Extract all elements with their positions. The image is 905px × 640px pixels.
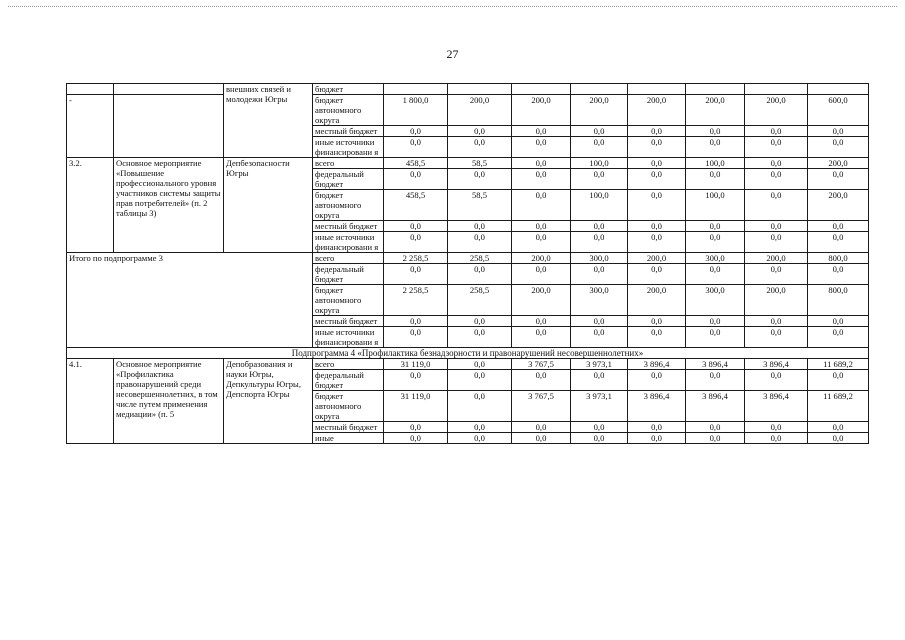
value-cell: 1 800,0 <box>384 95 448 126</box>
funding-source-cell: местный бюджет <box>313 126 384 137</box>
value-cell: 11 689,2 <box>808 391 869 422</box>
value-cell: 0,0 <box>384 316 448 327</box>
value-cell: 200,0 <box>686 95 745 126</box>
value-cell: 0,0 <box>628 433 686 444</box>
value-cell: 0,0 <box>512 221 571 232</box>
value-cell <box>808 84 869 95</box>
table-row <box>67 359 869 370</box>
value-cell: 200,0 <box>628 95 686 126</box>
value-cell: 0,0 <box>448 391 512 422</box>
value-cell: 0,0 <box>628 221 686 232</box>
value-cell: 0,0 <box>808 316 869 327</box>
value-cell <box>686 84 745 95</box>
value-cell: 3 767,5 <box>512 359 571 370</box>
value-cell: 300,0 <box>686 285 745 316</box>
value-cell: 0,0 <box>512 190 571 221</box>
value-cell: 200,0 <box>512 285 571 316</box>
value-cell: 11 689,2 <box>808 359 869 370</box>
value-cell <box>384 84 448 95</box>
financing-table <box>66 83 869 444</box>
value-cell: 3 896,4 <box>745 359 808 370</box>
value-cell: 0,0 <box>628 316 686 327</box>
value-cell: 0,0 <box>628 232 686 253</box>
value-cell: 100,0 <box>571 158 628 169</box>
value-cell: 0,0 <box>628 422 686 433</box>
value-cell: 0,0 <box>686 232 745 253</box>
value-cell: 0,0 <box>808 126 869 137</box>
value-cell: 3 896,4 <box>745 391 808 422</box>
value-cell: 0,0 <box>512 264 571 285</box>
funding-source-cell: федеральный бюджет <box>313 169 384 190</box>
value-cell: 300,0 <box>571 253 628 264</box>
table-row <box>67 253 869 264</box>
value-cell: 0,0 <box>448 232 512 253</box>
value-cell: 600,0 <box>808 95 869 126</box>
funding-source-cell: местный бюджет <box>313 221 384 232</box>
subtotal-label: Итого по подпрограмме 3 <box>67 253 313 348</box>
funding-source-cell: всего <box>313 359 384 370</box>
value-cell: 0,0 <box>448 359 512 370</box>
value-cell: 0,0 <box>448 316 512 327</box>
value-cell <box>745 84 808 95</box>
value-cell: 200,0 <box>571 95 628 126</box>
value-cell: 31 119,0 <box>384 359 448 370</box>
value-cell: 0,0 <box>808 327 869 348</box>
value-cell: 0,0 <box>512 433 571 444</box>
value-cell: 0,0 <box>628 190 686 221</box>
value-cell: 0,0 <box>571 433 628 444</box>
value-cell: 0,0 <box>686 126 745 137</box>
value-cell: 200,0 <box>745 253 808 264</box>
value-cell: 458,5 <box>384 190 448 221</box>
value-cell: 0,0 <box>686 433 745 444</box>
value-cell: 0,0 <box>745 158 808 169</box>
value-cell: 0,0 <box>628 327 686 348</box>
value-cell: 0,0 <box>571 316 628 327</box>
value-cell: 0,0 <box>571 221 628 232</box>
value-cell: 0,0 <box>448 433 512 444</box>
value-cell: 0,0 <box>686 316 745 327</box>
value-cell: 0,0 <box>512 169 571 190</box>
value-cell: 0,0 <box>512 327 571 348</box>
value-cell: 0,0 <box>512 422 571 433</box>
value-cell: 0,0 <box>686 327 745 348</box>
value-cell: 0,0 <box>384 126 448 137</box>
value-cell: 0,0 <box>384 137 448 158</box>
funding-source-cell: всего <box>313 253 384 264</box>
value-cell: 100,0 <box>686 190 745 221</box>
responsible-cell: Депобразования и науки Югры, Депкультуры Югры, Депспорта Югры <box>224 359 313 444</box>
value-cell: 0,0 <box>745 221 808 232</box>
value-cell: 0,0 <box>448 264 512 285</box>
value-cell: 0,0 <box>571 126 628 137</box>
value-cell: 0,0 <box>448 126 512 137</box>
measure-cell: Основное мероприятие «Профилактика правонарушений среди несовершеннолетних, в том числе путем применения медиации» (п. 5 <box>114 359 224 444</box>
value-cell: 0,0 <box>571 169 628 190</box>
value-cell <box>512 84 571 95</box>
value-cell: 3 896,4 <box>686 391 745 422</box>
value-cell: 200,0 <box>745 95 808 126</box>
value-cell: 3 973,1 <box>571 391 628 422</box>
value-cell: 0,0 <box>512 158 571 169</box>
value-cell: 0,0 <box>628 126 686 137</box>
funding-source-cell: местный бюджет <box>313 422 384 433</box>
funding-source-cell: всего <box>313 158 384 169</box>
value-cell: 0,0 <box>448 370 512 391</box>
value-cell: 458,5 <box>384 158 448 169</box>
value-cell: 0,0 <box>512 316 571 327</box>
value-cell: 3 973,1 <box>571 359 628 370</box>
measure-cell: Основное мероприятие «Повышение профессионального уровня участников системы защиты прав потребителей» (п. 2 таблицы 3) <box>114 158 224 253</box>
value-cell: 0,0 <box>571 232 628 253</box>
responsible-cell: внешних связей и молодежи Югры <box>224 84 313 158</box>
value-cell: 3 767,5 <box>512 391 571 422</box>
value-cell: 0,0 <box>571 264 628 285</box>
value-cell: 0,0 <box>745 433 808 444</box>
value-cell: 0,0 <box>686 169 745 190</box>
value-cell: 0,0 <box>745 190 808 221</box>
value-cell: 0,0 <box>512 370 571 391</box>
funding-source-cell: бюджет автономного округа <box>313 391 384 422</box>
value-cell: 0,0 <box>384 221 448 232</box>
value-cell: 31 119,0 <box>384 391 448 422</box>
value-cell: 200,0 <box>808 158 869 169</box>
value-cell: 2 258,5 <box>384 253 448 264</box>
value-cell: 3 896,4 <box>628 391 686 422</box>
value-cell: 200,0 <box>512 95 571 126</box>
value-cell: 0,0 <box>808 433 869 444</box>
table-row <box>67 95 869 126</box>
value-cell: 0,0 <box>512 126 571 137</box>
value-cell: 0,0 <box>384 264 448 285</box>
funding-source-cell: федеральный бюджет <box>313 264 384 285</box>
value-cell: 0,0 <box>448 169 512 190</box>
value-cell: 800,0 <box>808 285 869 316</box>
funding-source-cell: иные источники финансировани я <box>313 137 384 158</box>
value-cell: 0,0 <box>745 316 808 327</box>
measure-cell <box>114 95 224 158</box>
value-cell: 0,0 <box>808 422 869 433</box>
value-cell: 0,0 <box>448 221 512 232</box>
value-cell: 0,0 <box>745 327 808 348</box>
value-cell: 58,5 <box>448 158 512 169</box>
value-cell: 300,0 <box>686 253 745 264</box>
funding-source-cell: бюджет <box>313 84 384 95</box>
value-cell: 200,0 <box>745 285 808 316</box>
value-cell: 3 896,4 <box>686 359 745 370</box>
page-number: 27 <box>446 47 459 61</box>
value-cell: 0,0 <box>745 169 808 190</box>
funding-source-cell: местный бюджет <box>313 316 384 327</box>
value-cell: 0,0 <box>384 169 448 190</box>
value-cell: 100,0 <box>571 190 628 221</box>
value-cell <box>628 84 686 95</box>
value-cell: 0,0 <box>686 137 745 158</box>
funding-source-cell: бюджет автономного округа <box>313 95 384 126</box>
funding-source-cell: иные источники финансировани я <box>313 232 384 253</box>
funding-source-cell: иные <box>313 433 384 444</box>
value-cell: 200,0 <box>628 285 686 316</box>
row-number-cell <box>67 84 114 95</box>
value-cell: 0,0 <box>686 264 745 285</box>
funding-source-cell: бюджет автономного округа <box>313 285 384 316</box>
value-cell: 0,0 <box>745 126 808 137</box>
value-cell: 200,0 <box>512 253 571 264</box>
subprogram-title: Подпрограмма 4 «Профилактика безнадзорности и правонарушений несовершеннолетних» <box>67 348 869 359</box>
row-number-cell: 4.1. <box>67 359 114 444</box>
value-cell: 0,0 <box>384 370 448 391</box>
value-cell: 58,5 <box>448 190 512 221</box>
value-cell: 0,0 <box>745 422 808 433</box>
value-cell: 200,0 <box>628 253 686 264</box>
value-cell: 300,0 <box>571 285 628 316</box>
scan-top-line <box>8 6 897 7</box>
value-cell: 0,0 <box>628 169 686 190</box>
value-cell: 0,0 <box>808 232 869 253</box>
funding-source-cell: федеральный бюджет <box>313 370 384 391</box>
value-cell: 2 258,5 <box>384 285 448 316</box>
table-row <box>67 158 869 169</box>
value-cell: 200,0 <box>448 95 512 126</box>
value-cell: 0,0 <box>512 232 571 253</box>
value-cell <box>571 84 628 95</box>
row-number-cell: - <box>67 95 114 158</box>
row-number-cell: 3.2. <box>67 158 114 253</box>
value-cell: 0,0 <box>571 370 628 391</box>
value-cell: 3 896,4 <box>628 359 686 370</box>
value-cell: 0,0 <box>448 137 512 158</box>
value-cell: 0,0 <box>808 137 869 158</box>
measure-cell <box>114 84 224 95</box>
value-cell: 0,0 <box>628 158 686 169</box>
value-cell: 0,0 <box>384 433 448 444</box>
value-cell: 0,0 <box>512 137 571 158</box>
value-cell: 0,0 <box>384 327 448 348</box>
value-cell: 0,0 <box>384 422 448 433</box>
value-cell: 0,0 <box>745 137 808 158</box>
value-cell: 258,5 <box>448 285 512 316</box>
value-cell: 0,0 <box>808 264 869 285</box>
value-cell: 0,0 <box>571 327 628 348</box>
value-cell: 0,0 <box>686 370 745 391</box>
value-cell: 0,0 <box>384 232 448 253</box>
value-cell: 0,0 <box>571 137 628 158</box>
table-row <box>67 84 869 95</box>
funding-source-cell: иные источники финансировани я <box>313 327 384 348</box>
value-cell <box>448 84 512 95</box>
value-cell: 0,0 <box>571 422 628 433</box>
table-row <box>67 348 869 359</box>
value-cell: 0,0 <box>808 370 869 391</box>
value-cell: 0,0 <box>628 137 686 158</box>
value-cell: 200,0 <box>808 190 869 221</box>
responsible-cell: Депбезопасности Югры <box>224 158 313 253</box>
value-cell: 0,0 <box>808 221 869 232</box>
value-cell: 0,0 <box>448 327 512 348</box>
value-cell: 0,0 <box>628 264 686 285</box>
value-cell: 0,0 <box>448 422 512 433</box>
value-cell: 100,0 <box>686 158 745 169</box>
value-cell: 0,0 <box>808 169 869 190</box>
value-cell: 0,0 <box>745 232 808 253</box>
value-cell: 0,0 <box>686 422 745 433</box>
value-cell: 0,0 <box>628 370 686 391</box>
value-cell: 0,0 <box>686 221 745 232</box>
value-cell: 800,0 <box>808 253 869 264</box>
value-cell: 0,0 <box>745 370 808 391</box>
value-cell: 0,0 <box>745 264 808 285</box>
value-cell: 258,5 <box>448 253 512 264</box>
funding-source-cell: бюджет автономного округа <box>313 190 384 221</box>
